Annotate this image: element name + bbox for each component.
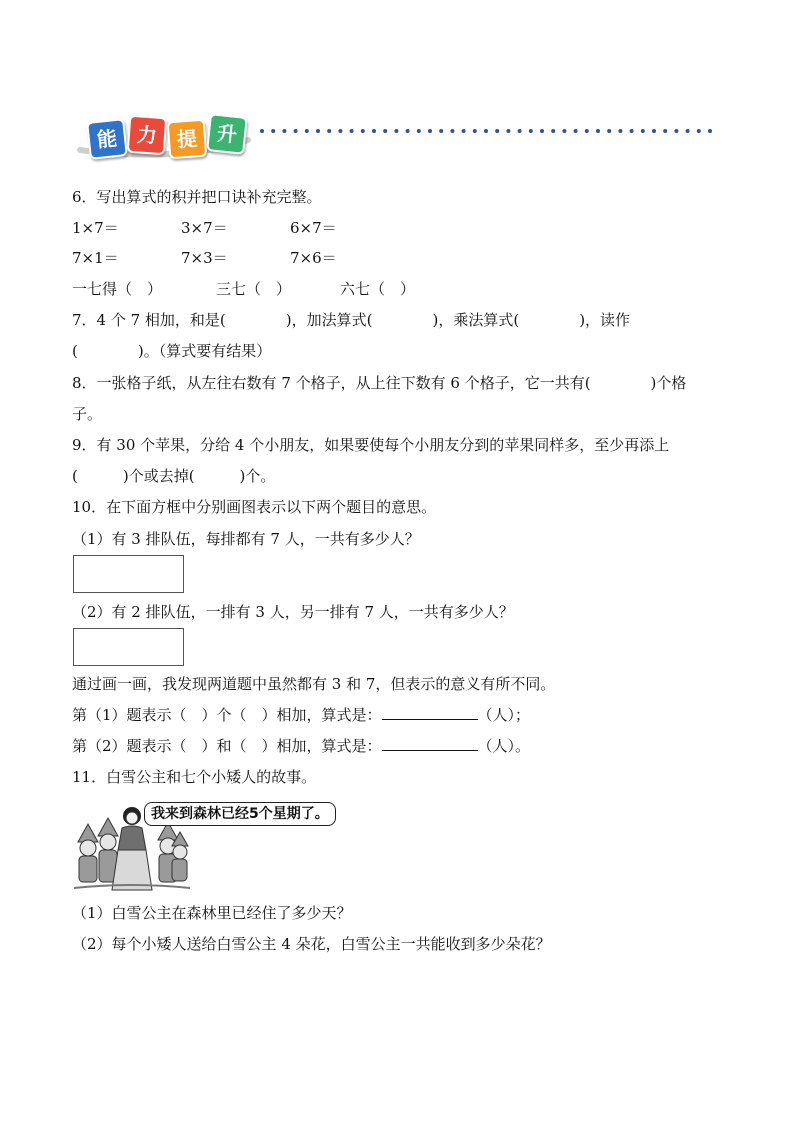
banner-dot <box>495 129 499 133</box>
banner-dot <box>327 129 331 133</box>
section-banner <box>76 106 256 162</box>
banner-dot <box>518 129 522 133</box>
q10-fill-2-suffix: （人）。 <box>477 737 531 755</box>
banner-dot <box>439 129 443 133</box>
banner-char-2: 力 <box>127 115 168 156</box>
banner-dot <box>350 129 354 133</box>
banner-dot <box>406 129 410 133</box>
q7-line-1: 7．4 个 7 相加，和是( )，加法算式( )，乘法算式( )，读作 <box>72 311 631 329</box>
banner-char-3: 提 <box>167 119 208 160</box>
banner-dot <box>294 129 298 133</box>
banner-dot <box>282 129 286 133</box>
banner-dot <box>361 129 365 133</box>
speech-bubble: 我来到森林已经5个星期了。 <box>144 802 336 826</box>
banner-dot <box>674 129 678 133</box>
q11-title: 11．白雪公主和七个小矮人的故事。 <box>72 768 317 786</box>
banner-dot <box>663 129 667 133</box>
banner-dot <box>540 129 544 133</box>
q6-rhyme-1: 一七得（ ） <box>72 280 163 298</box>
q8-line-1: 8．一张格子纸，从左往右数有 7 个格子，从上往下数有 6 个格子，它一共有( )个格 <box>72 374 687 392</box>
q6-expr-6x7: 6×7＝ <box>290 219 337 237</box>
q6-rhyme-6: 六七（ ） <box>340 280 416 298</box>
banner-dot <box>271 129 275 133</box>
banner-char-4: 升 <box>206 113 248 155</box>
q6-expr-7x1: 7×1＝ <box>72 249 119 267</box>
banner-dot <box>708 129 712 133</box>
q10-sub-2: （2）有 2 排队伍，一排有 3 人，另一排有 7 人，一共有多少人？ <box>72 603 514 621</box>
q10-drawing-box-1[interactable] <box>73 555 184 593</box>
banner-dot <box>428 129 432 133</box>
q8-line-2: 子。 <box>72 405 103 423</box>
q10-title: 10．在下面方框中分别画图表示以下两个题目的意思。 <box>72 498 437 516</box>
banner-dot <box>618 129 622 133</box>
snow-white-illustration <box>72 802 342 892</box>
q6-rhyme-3: 三七（ ） <box>216 280 292 298</box>
q11-sub-1: （1）白雪公主在森林里已经住了多少天？ <box>72 904 352 922</box>
banner-dot <box>506 129 510 133</box>
q6-expr-1x7: 1×7＝ <box>72 219 119 237</box>
banner-dot <box>305 129 309 133</box>
banner-char-1: 能 <box>86 118 128 160</box>
q10-answer-line-2[interactable] <box>382 736 478 751</box>
q10-fill-1-suffix: （人）； <box>477 706 531 724</box>
q10-note: 通过画一画，我发现两道题中虽然都有 3 和 7，但表示的意义有所不同。 <box>72 675 556 693</box>
q10-fill-1 <box>72 705 530 725</box>
q10-fill-2 <box>72 736 530 756</box>
banner-dotted-line <box>258 127 713 135</box>
banner-dot <box>697 129 701 133</box>
q7-line-2: ( )。（算式要有结果） <box>72 342 272 360</box>
banner-dot <box>462 129 466 133</box>
banner-dot <box>417 129 421 133</box>
banner-dot <box>450 129 454 133</box>
banner-dot <box>607 129 611 133</box>
q9-line-1: 9．有 30 个苹果，分给 4 个小朋友，如果要使每个小朋友分到的苹果同样多，至少再添上 <box>72 436 670 454</box>
banner-dot <box>596 129 600 133</box>
q6-title: 6．写出算式的积并把口诀补充完整。 <box>72 188 322 206</box>
banner-dot <box>641 129 645 133</box>
banner-dot <box>585 129 589 133</box>
banner-dot <box>529 129 533 133</box>
banner-dot <box>394 129 398 133</box>
banner-dot <box>630 129 634 133</box>
banner-dot <box>316 129 320 133</box>
q6-expr-3x7: 3×7＝ <box>181 219 228 237</box>
q10-fill-1-prefix: 第（1）题表示（ ）个（ ）相加，算式是： <box>72 706 382 724</box>
banner-dot <box>652 129 656 133</box>
q10-fill-2-prefix: 第（2）题表示（ ）和（ ）相加，算式是： <box>72 737 382 755</box>
banner-dot <box>562 129 566 133</box>
q11-sub-2: （2）每个小矮人送给白雪公主 4 朵花，白雪公主一共能收到多少朵花？ <box>72 935 551 953</box>
q10-sub-1: （1）有 3 排队伍，每排都有 7 人，一共有多少人？ <box>72 530 420 548</box>
q6-expr-7x6: 7×6＝ <box>290 249 337 267</box>
banner-dot <box>372 129 376 133</box>
q6-expr-7x3: 7×3＝ <box>181 249 228 267</box>
banner-dot <box>484 129 488 133</box>
banner-dot <box>383 129 387 133</box>
banner-dot <box>260 129 264 133</box>
banner-dot <box>551 129 555 133</box>
banner-dot <box>686 129 690 133</box>
q10-answer-line-1[interactable] <box>382 705 478 720</box>
banner-dot <box>574 129 578 133</box>
q10-drawing-box-2[interactable] <box>73 628 184 666</box>
banner-dot <box>338 129 342 133</box>
banner-dot <box>473 129 477 133</box>
q9-line-2: ( )个或去掉( )个。 <box>72 467 276 485</box>
